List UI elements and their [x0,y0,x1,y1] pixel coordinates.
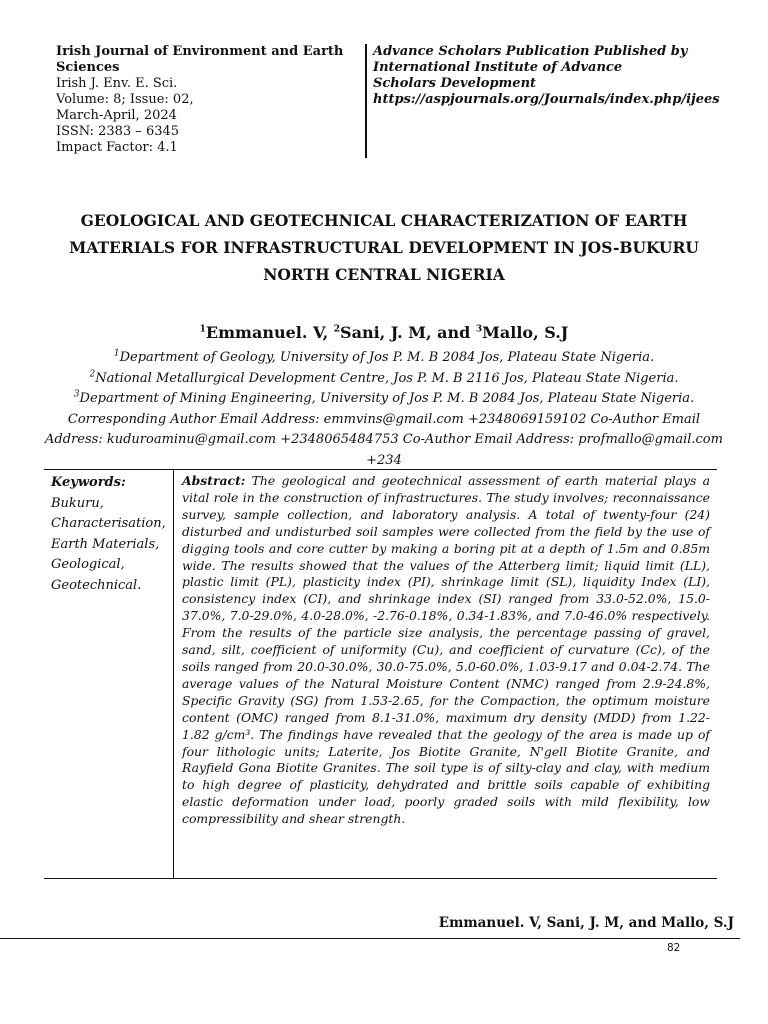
keywords-abstract-table [44,469,717,879]
affiliation-marker: 2 [89,369,96,380]
keyword: Geotechnical. [51,577,142,593]
abstract-text: The geological and geotechnical assessment of earth material plays a vital role in the construction of infrastructures. The study involves; reconnaissance survey, sample collection, and laboratory analysis. A total of twenty-four (24) disturbed and undisturbed soil samples were collected from the field by the use of digging tools and core cutter by making a boring pit at a depth of 1.5m and 0.85m wide. The results showed that the values of the Atterberg limit; liquid limit (LL), plastic limit (PL), plasticity index (PI), shrinkage limit (SL), liquidity Index (LI), consistency index (CI), and shrinkage index (SI) ranged from 33.0-52.0%, 15.0-37.0%, 7.0-29.0%, 4.0-28.0%, -2.76-0.18%, 0.34-1.83%, and 7.0-46.0% respectively. From the results of the particle size analysis, the percentage passing of gravel, sand, silt, coefficient of uniformity (Cu), and coefficient of curvature (Cc), of the soils ranged from 20.0-30.0%, 30.0-75.0%, 5.0-60.0%, 1.03-9.17 and 0.04-2.74. The average values of the Natural Moisture Content (NMC) ranged from 2.9-24.8%, Specific Gravity (SG) from 1.53-2.65, for the Compaction, the optimum moisture content (OMC) ranged from 8.1-31.0%, maximum dry density (MDD) from 1.22-1.82 g/cm³. The findings have revealed that the geology of the area is made up of four lithologic units; Laterite, Jos Biotite Granite, N'gell Biotite Granite, and Rayfield Gona Biotite Granites. The soil type is of silty-clay and clay, with medium to high degree of plasticity, dehydrated and brittle soils capable of exhibiting elastic deformation under load, poorly graded soils with mild flexibility, low compressibility and shear strength. [182,473,710,827]
keywords-column [44,470,174,878]
publisher-line: Scholars Development [373,76,537,91]
paper-title: GEOLOGICAL AND GEOTECHNICAL CHARACTERIZATION OF EARTH MATERIALS FOR INFRASTRUCTURAL DEVELOPMENT IN JOS-BUKURU NORTH CENTRAL NIGERIA [69,211,699,284]
affiliations [40,348,728,471]
journal-abbreviation: Irish J. Env. E. Sci. [56,76,178,91]
keyword: Earth Materials, [51,536,160,552]
journal-name: Irish Journal of Environment and Earth Sciences [56,44,344,75]
publisher-line: Advance Scholars Publication Published by [373,44,688,59]
author-marker: 3 [475,324,483,335]
affiliation-marker: 3 [73,389,80,400]
author-marker: 2 [333,324,341,335]
page-number: 82 [667,942,681,954]
impact-factor: Impact Factor: 4.1 [56,140,178,155]
affiliation: $^2$National Metallurgical Development Centre, Jos P. M. B 2116 Jos, Plateau State Nigeria. [89,369,679,386]
publication-date: March-April, 2024 [56,108,177,123]
publisher-line: International Institute of Advance [373,60,623,75]
keywords-label: Keywords: [51,475,126,490]
author-name: Emmanuel. V, [205,323,334,342]
correspondence: Corresponding Author Email Address: emmvins@gmail.com +2348069159102 Co-Author Email Address: kuduroaminu@gmail.com +2348065484753 Co-Author Email Address: profmallo@gmail.com +234 [45,411,723,468]
journal-url[interactable]: https://aspjournals.org/Journals/index.php/ijees [373,92,720,107]
abstract [182,470,710,878]
affiliation: $^3$Department of Mining Engineering, University of Jos P. M. B 2084 Jos, Plateau State Nigeria. [73,389,695,406]
publisher-info [373,44,753,108]
author-name: Mallo, S.J [482,323,569,342]
volume-issue: Volume: 8; Issue: 02, [56,92,194,107]
affiliation: $^1$Department of Geology, University of Jos P. M. B 2084 Jos, Plateau State Nigeria. [113,348,655,365]
author-list [40,322,728,344]
footer-authors: Emmanuel. V, Sani, J. M, and Mallo, S.J [438,915,734,931]
keyword: Bukuru, [51,495,104,511]
author-name: Sani, J. M, and [340,323,476,342]
issn: ISSN: 2383 – 6345 [56,124,180,139]
abstract-label: Abstract: [182,473,246,488]
header-divider [365,44,367,158]
journal-info [56,44,356,156]
keyword: Characterisation, [51,516,166,531]
keyword: Geological, [51,557,125,572]
footer-divider [0,938,740,939]
affiliation-marker: 1 [113,348,120,359]
author-marker: 1 [199,324,206,335]
